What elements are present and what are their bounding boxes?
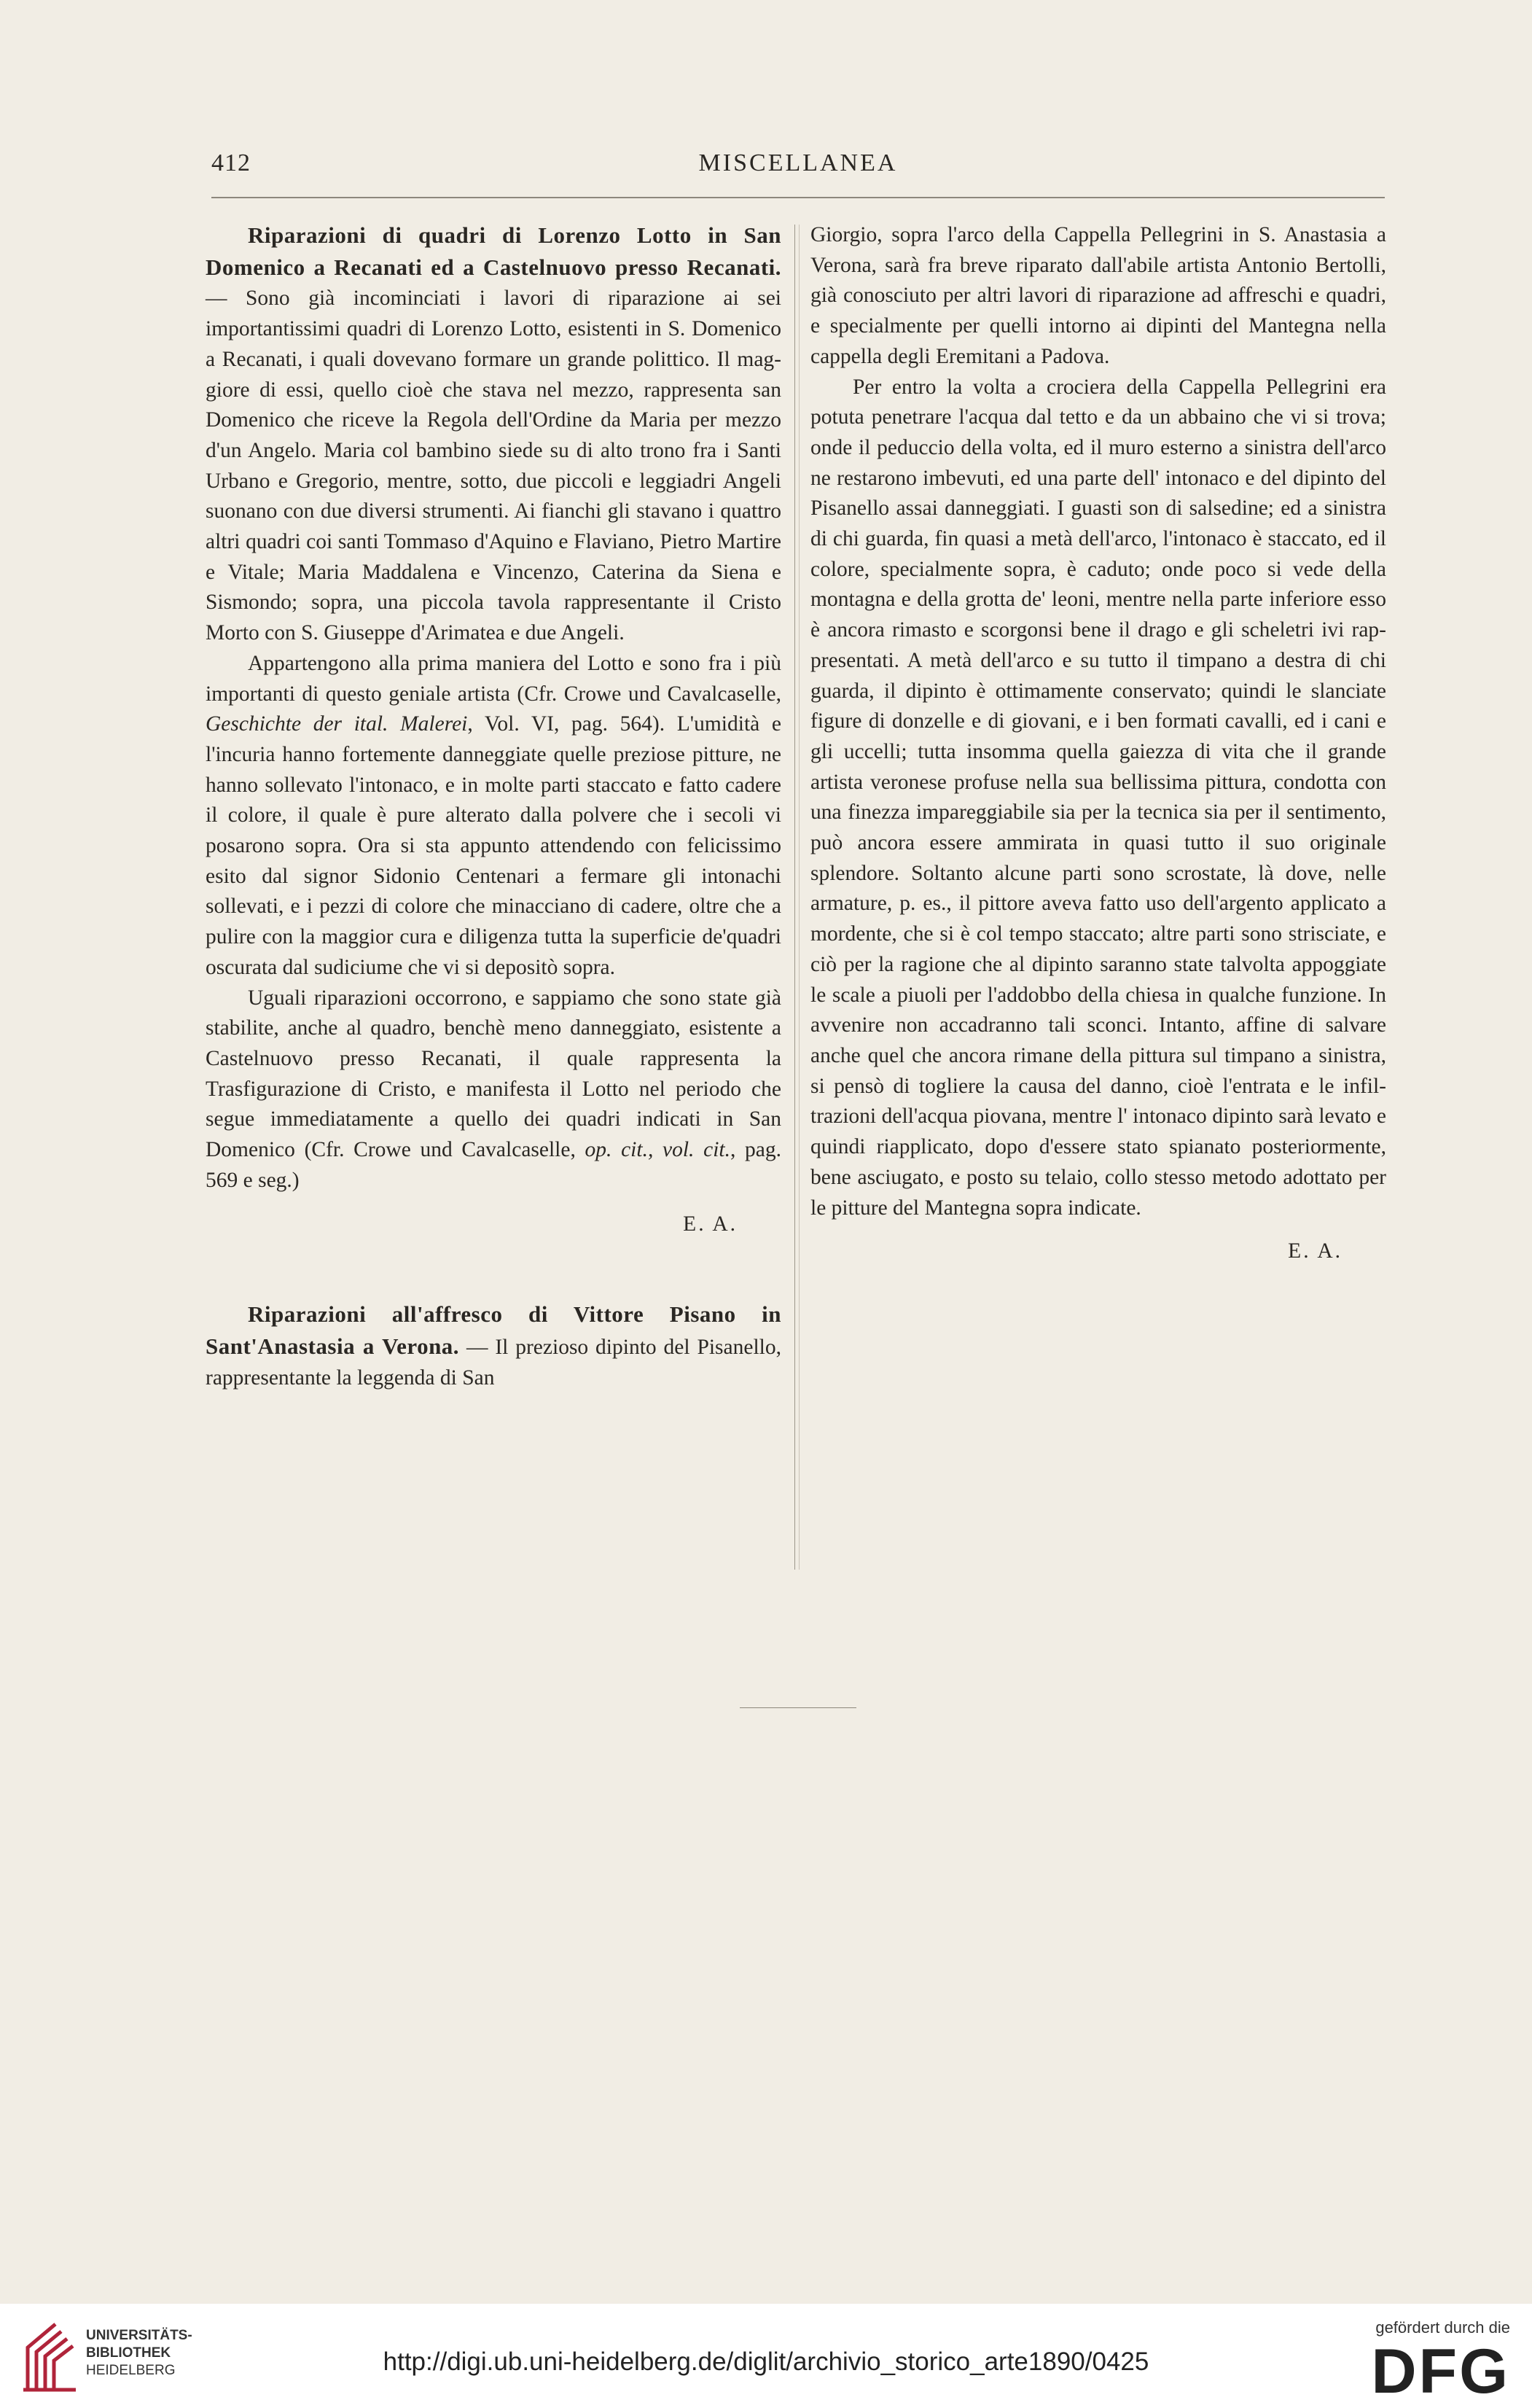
- article1-title: Riparazioni di quadri di Lorenzo Lotto in San Domenico a Recanati ed a Castelnuovo presso Recanati.: [206, 222, 781, 280]
- citation-abbrev: op. cit., vol. cit.: [585, 1138, 730, 1162]
- article1-first-paragraph: [206, 220, 781, 649]
- article2-paragraph-2: Per entro la volta a crociera della Cappella Pellegrini era potuta penetrare l'acqua dal tetto e da un abbaino che vi si trova; onde il peduccio della volta, ed il muro esterno a sinistra dell'arco ne restarono imbevuti, ed una parte dell' intonaco e del dipinto del Pisanello assai danneggiati. I guasti son di salsedine; ed a sinistra di chi guarda, fin quasi a metà dell'arco, l'intonaco è staccato, ed il colore, specialmente sopra, è caduto; onde poco si vede della montagna e della grotta de' leoni, mentre nella parte inferiore esso è ancora rimasto e scorgonsi bene il drago e gli scheletri ivi rappresentati. A metà dell'arco e su tutto il timpano a destra di chi guarda, il dipinto è ottimamente conservato; quindi le slanciate figure di donzelle e di giovani, e i ben formati cavalli, ed i cani e gli uccelli; tutta insomma quella gaiezza di vita che il grande artista veronese profuse nella sua bellissima pittura, condotta con una finezza impareggiabile sia per la tecnica sia per il sentimento, può ancora essere ammirata in quasi tutto il suo originale splendore. Soltanto alcune parti sono scrostate, là dove, nelle armature, p. es., il pittore aveva fatto uso dell'argento applicato a mordente, che si è col tempo staccato; altre parti sono strisciate, e ciò per la ragione che al dipinto saranno state talvolta appoggiate le scale a piuoli per l'addobbo della chiesa in qualche funzione. In avvenire non accadranno tali sconci. Intanto, affine di salvare anche quel che ancora rimane della pittura sul timpano a sinistra, si pensò di togliere la causa del danno, cioè l'entrata e le infiltrazioni dell'acqua piovana, mentre l' intonaco dipinto sarà levato e quindi riapplicato, dopo d'essere stato spianato posteriormente, bene asciugato, e posto su telaio, collo stesso metodo adottato per le pitture del Mantegna sopra indicate.: [810, 375, 1386, 1220]
- sponsor-caption: gefördert durch die: [1375, 2318, 1510, 2337]
- page-header: [211, 149, 1385, 193]
- library-name-line3: HEIDELBERG: [86, 2363, 176, 2378]
- article-spacer: [206, 1239, 781, 1299]
- article2-first-paragraph: [206, 1299, 781, 1393]
- running-head: MISCELLANEA: [698, 149, 898, 176]
- article2-signature: E. A.: [1288, 1239, 1343, 1263]
- permalink-url[interactable]: http://digi.ub.uni-heidelberg.de/diglit/archivio_storico_arte1890/0425: [383, 2347, 1149, 2376]
- article2-continued: Giorgio, sopra l'arco della Cappella Pellegrini in S. Anastasia a Verona, sarà fra breve riparato dall'abile artista Antonio Bertolli, già conosciuto per altri lavori di riparazione ad affreschi e quadri, e specialmente per quelli intorno ai dipinti del Mantegna nella cappella degli Eremitani a Padova.: [810, 223, 1386, 368]
- article1-intro: — Sono già incominciati i lavori di riparazione ai sei importantissimi quadri di Lorenzo Lotto, esistenti in S. Domenico a Recanati, i quali dovevano formare un grande polittico. Il maggiore di essi, quello cioè che stava nel mezzo, rappresenta san Domenico che riceve la Regola dell'Ordine da Maria per mezzo d'un Angelo. Maria col bambino siede su di alto trono fra i Santi Urbano e Gregorio, mentre, sotto, due piccoli e leggiadri Angeli suonano con due diversi strumenti. Ai fianchi gli stavano i quattro altri quadri coi santi Tommaso d'Aquino e Flaviano, Pietro Martire e Vitale; Maria Maddalena e Vincenzo, Caterina da Siena e Sismondo; sopra, una piccola tavola rappresentante il Cristo Morto con S. Giuseppe d'Arimatea e due Angeli.: [206, 287, 781, 645]
- dfg-logo: DFG: [1371, 2337, 1510, 2407]
- right-column: [810, 220, 1386, 1267]
- column-divider: [794, 225, 795, 1570]
- end-rule: [740, 1707, 856, 1708]
- article1-signature: E. A.: [683, 1212, 738, 1236]
- article2-title: Riparazioni all'affresco di Vittore Pisano in Sant'Anastasia a Verona.: [206, 1301, 781, 1359]
- library-name-line2: BIBLIOTHEK: [86, 2345, 171, 2361]
- column-divider-shadow: [799, 225, 800, 1570]
- article1-paragraph-3: Uguali riparazioni occorrono, e sappiamo che sono state già stabilite, anche al quadro, benchè meno danneggiato, esistente a Castelnuovo presso Recanati, il quale rappresenta la Trasfigurazione di Cristo, e manifesta il Lotto nel periodo che segue immediatamente a quello dei quadri indicati in San Domenico (Cfr. Crowe und Cavalcaselle, op. cit., vol. cit., pag. 569 e seg.): [206, 986, 782, 1192]
- header-rule: [211, 197, 1385, 198]
- citation-title: Geschichte der ital. Malerei: [206, 712, 468, 736]
- article1-paragraph-2: Appartengono alla prima maniera del Lotto e sono fra i più importanti di questo geniale artista (Cfr. Crowe und Cavalcaselle, Geschichte der ital. Malerei, Vol. VI, pag. 564). L'umidità e l'incuria hanno fortemente danneggiate quelle preziose pitture, ne hanno sollevato l'intonaco, e in molte parti staccato e fatto cadere il colore, il quale è pure alterato dalla polvere che i secoli vi posarono sopra. Ora si sta appunto attendendo con felicissimo esito dal signor Sidonio Centenari a fermare gli intonachi sollevati, e i pezzi di colore che minacciano di cadere, oltre che a pulire con la maggior cura e diligenza tutta la superficie de'quadri oscurata dal sudiciume che vi si depositò sopra.: [206, 651, 781, 979]
- library-name-line1: UNIVERSITÄTS-: [86, 2328, 192, 2343]
- article2-intro: — Il prezioso dipinto del Pisanello, rappresentante la leggenda di San: [206, 1335, 781, 1390]
- left-column: [206, 220, 781, 1393]
- page-number: 412: [211, 149, 251, 176]
- footer-bar: [0, 2304, 1532, 2408]
